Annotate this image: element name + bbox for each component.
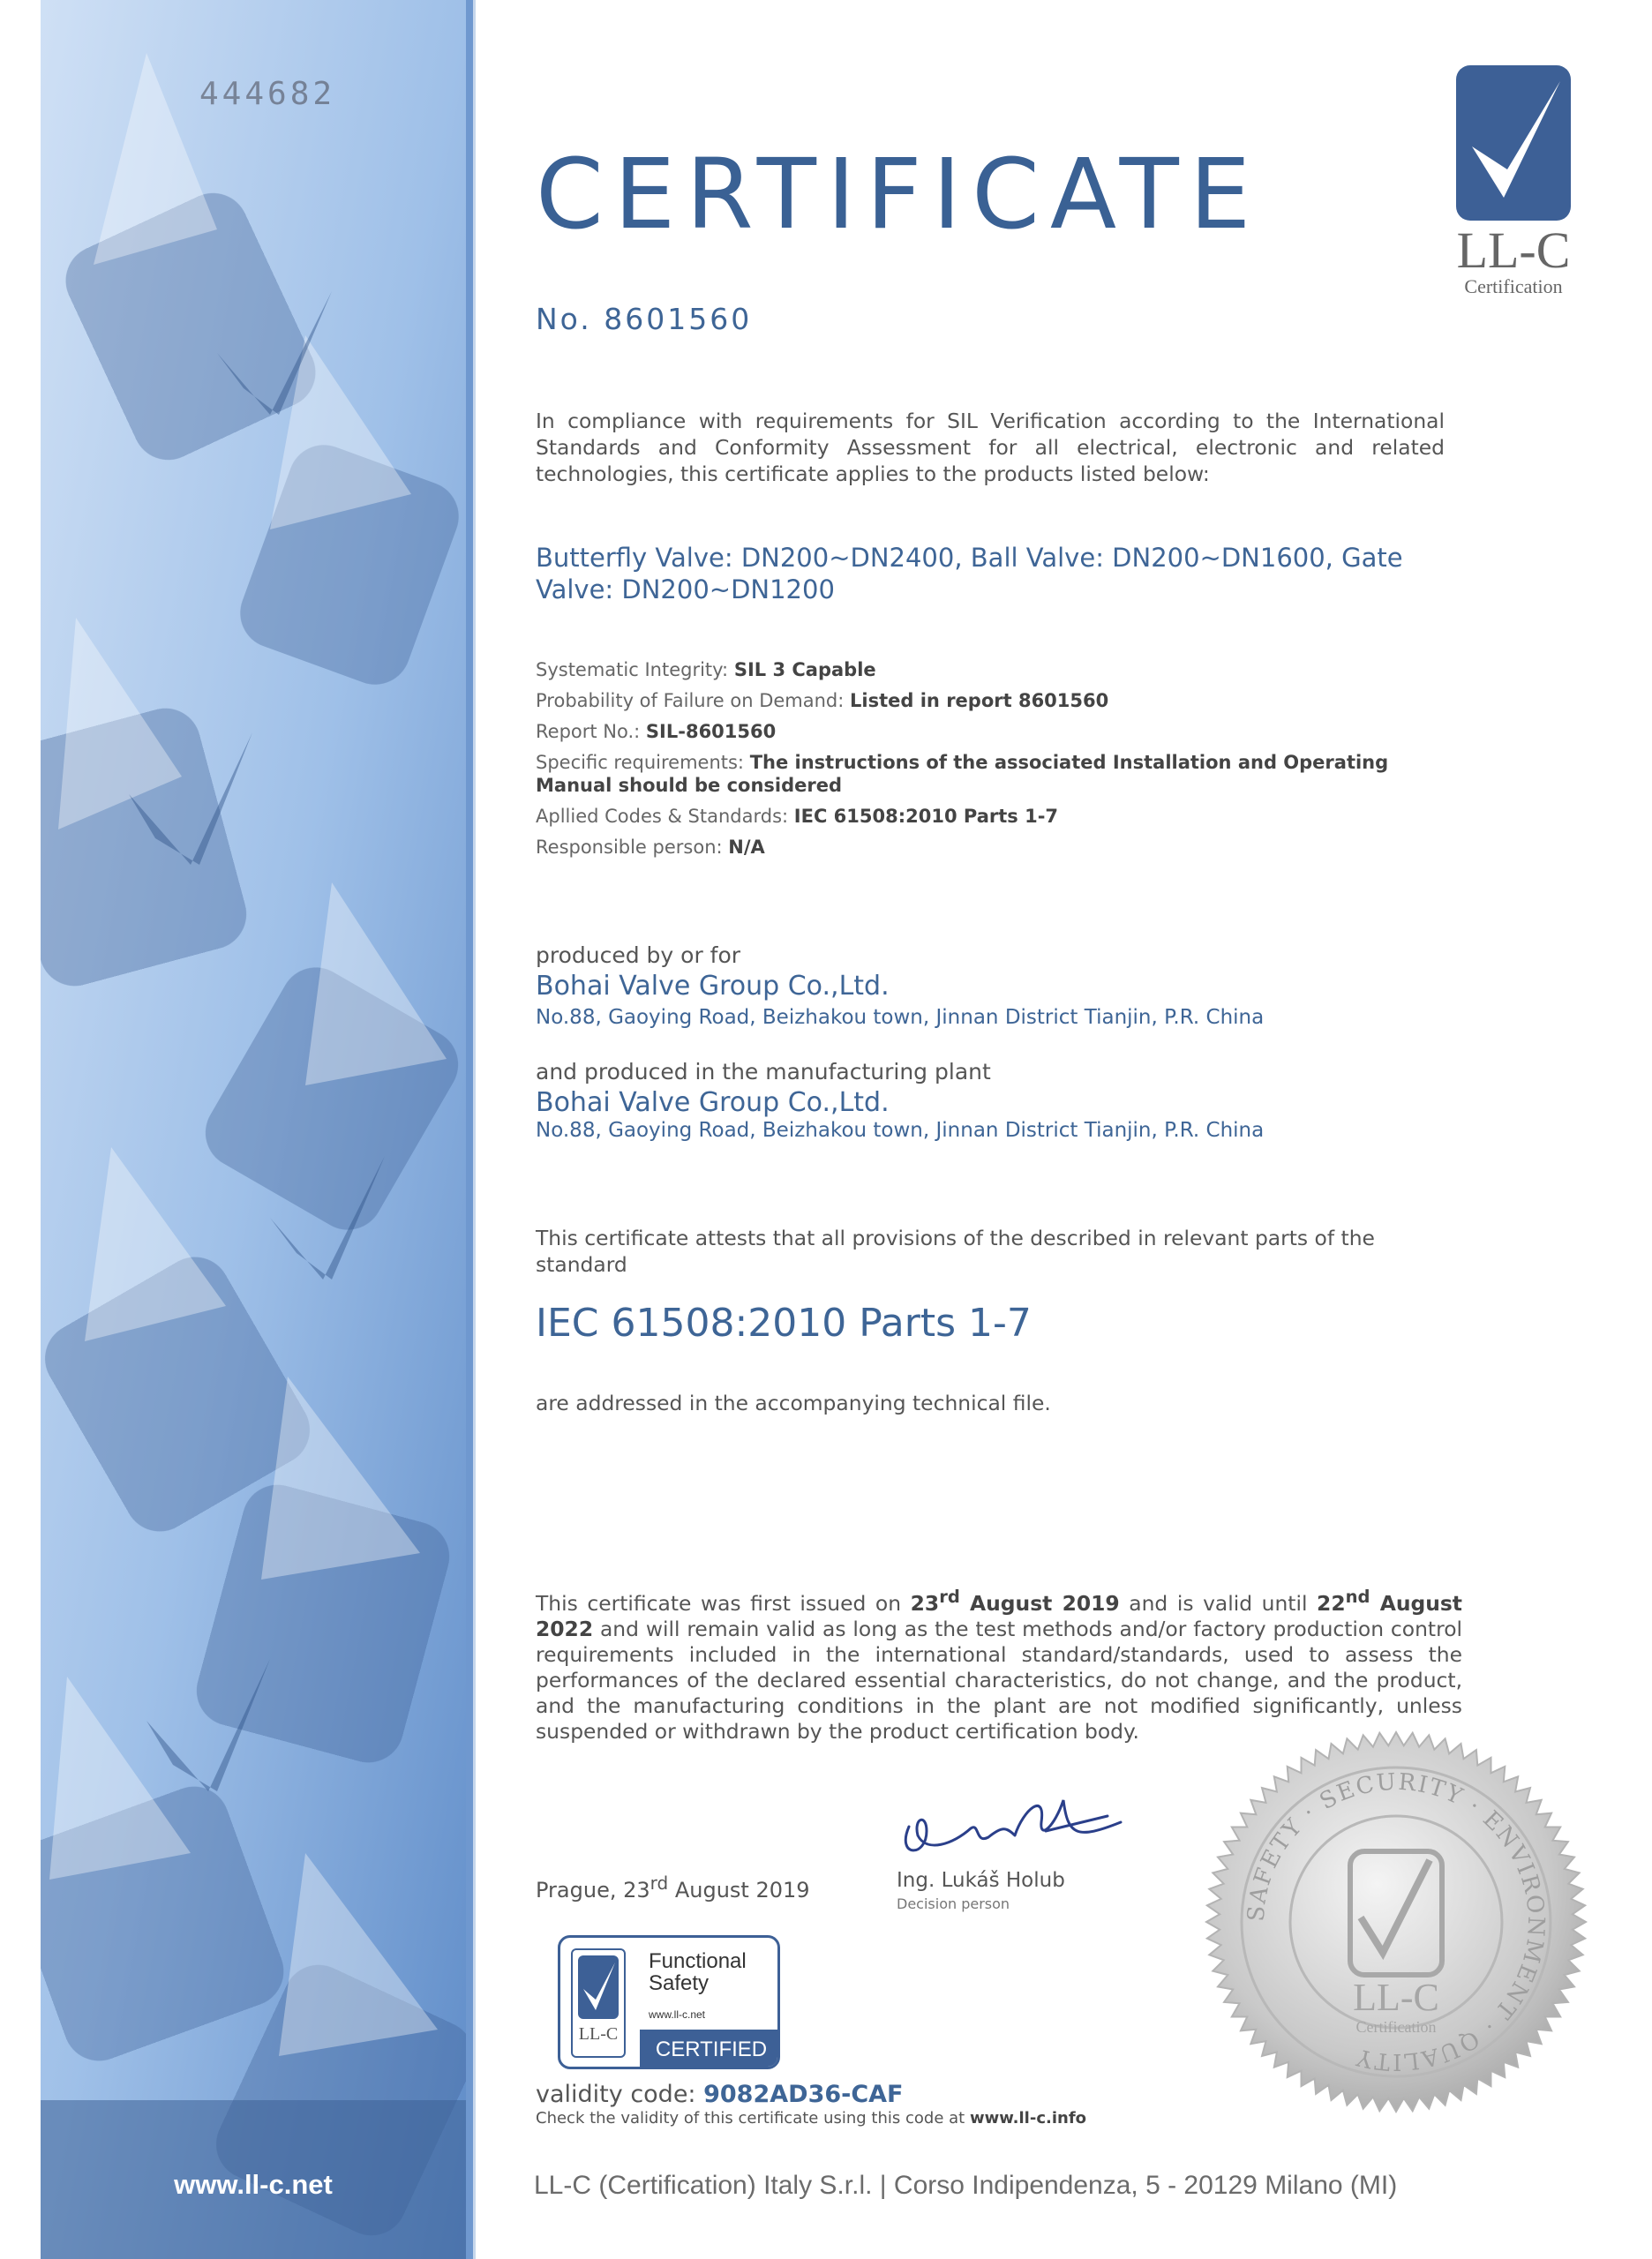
footer-address: LL-C (Certification) Italy S.r.l. | Corso Indipendenza, 5 - 20129 Milano (MI) xyxy=(534,2171,1398,2200)
field-applied-standards: Apllied Codes & Standards: IEC 61508:2010 Parts 1-7 xyxy=(536,806,1059,827)
place-and-date: Prague, 23rd August 2019 xyxy=(536,1872,810,1903)
produced-by-company: Bohai Valve Group Co.,Ltd. xyxy=(536,971,890,1002)
checkmark-logo-icon xyxy=(1456,65,1571,221)
vertical-divider xyxy=(466,0,473,2259)
certificate-number: No. 8601560 xyxy=(536,302,753,336)
field-systematic-integrity: Systematic Integrity: SIL 3 Capable xyxy=(536,659,876,680)
embossed-seal xyxy=(1202,1728,1590,2120)
badge-llc: LL-C xyxy=(578,2024,619,2044)
badge-url: www.ll-c.net xyxy=(649,2008,706,2021)
plant-label: and produced in the manufacturing plant xyxy=(536,1059,991,1084)
validity-paragraph: This certificate was first issued on 23rd August 2019 and is valid until 22nd August 2022 and will remain valid as long as the test methods and/or factory production control requirements included in the international standard/standards, used to assess the performances of the declared essential characteristics, do not change, and the product, and the manufacturing conditions in the plant are not modified significantly, unless suspended or withdrawn by the product certification body. xyxy=(536,1587,1462,1744)
llc-logo xyxy=(1447,65,1580,298)
validity-code: validity code: 9082AD36-CAF xyxy=(536,2081,904,2108)
badge-logo xyxy=(571,1948,626,2058)
produced-by-address: No.88, Gaoying Road, Beizhakou town, Jinnan District Tianjin, P.R. China xyxy=(536,1006,1265,1029)
logo-subtitle: Certification xyxy=(1464,275,1563,297)
valid-until-date: 22nd August 2022 xyxy=(536,1587,1462,1641)
field-specific-requirements: Specific requirements: The instructions of the associated Installation and Operating Manual should be considered xyxy=(536,752,1389,796)
logo-name: LL-C xyxy=(1456,221,1571,279)
addressed-text: are addressed in the accompanying technical file. xyxy=(536,1391,1051,1415)
functional-safety-badge xyxy=(558,1935,780,2069)
band-website: www.ll-c.net xyxy=(174,2169,333,2200)
plant-company: Bohai Valve Group Co.,Ltd. xyxy=(536,1087,890,1118)
signer-role: Decision person xyxy=(897,1895,1010,1912)
badge-title: Functional Safety xyxy=(649,1949,747,1995)
issue-date: 23rd August 2019 xyxy=(910,1587,1120,1616)
svg-text:LL-C: LL-C xyxy=(1353,1976,1439,2019)
validity-check-url[interactable]: www.ll-c.info xyxy=(969,2109,1087,2128)
plant-address: No.88, Gaoying Road, Beizhakou town, Jinnan District Tianjin, P.R. China xyxy=(536,1119,1265,1142)
serial-number: 444682 xyxy=(199,76,336,112)
product-list: Butterfly Valve: DN200~DN2400, Ball Valve: DN200~DN1600, Gate Valve: DN200~DN1200 xyxy=(536,543,1403,604)
badge-certified: CERTIFIED xyxy=(640,2030,780,2069)
produced-by-label: produced by or for xyxy=(536,942,741,968)
validity-check-text: Check the validity of this certificate using this code at www.ll-c.info xyxy=(536,2109,1087,2128)
standard-heading: IEC 61508:2010 Parts 1-7 xyxy=(536,1301,1032,1346)
field-probability-of-failure: Probability of Failure on Demand: Listed in report 8601560 xyxy=(536,690,1109,711)
svg-text:Certification: Certification xyxy=(1355,2018,1437,2036)
signer-name: Ing. Lukáš Holub xyxy=(897,1869,1065,1892)
intro-paragraph: In compliance with requirements for SIL Verification according to the International Standards and Conformity Assessment for all electrical, electronic and related technologies, this certificate applies to the products listed below: xyxy=(536,409,1445,486)
field-report-no: Report No.: SIL-8601560 xyxy=(536,721,777,742)
certificate-fields xyxy=(536,658,1462,867)
certificate-title: CERTIFICATE xyxy=(536,138,1262,251)
handwritten-signature xyxy=(891,1774,1130,1874)
field-responsible-person: Responsible person: N/A xyxy=(536,837,765,858)
vertical-divider-light xyxy=(473,0,476,2259)
checkmark-icon xyxy=(578,1955,619,2019)
decorative-band xyxy=(41,0,466,2259)
abstract-pattern xyxy=(41,0,466,2259)
svg-text:SAFETY · SECURITY · ENVIRONMEN: SAFETY · SECURITY · ENVIRONMENT · QUALITY xyxy=(1243,1768,1550,2075)
attests-paragraph: This certificate attests that all provisions of the described in relevant parts of the standard xyxy=(536,1226,1375,1277)
